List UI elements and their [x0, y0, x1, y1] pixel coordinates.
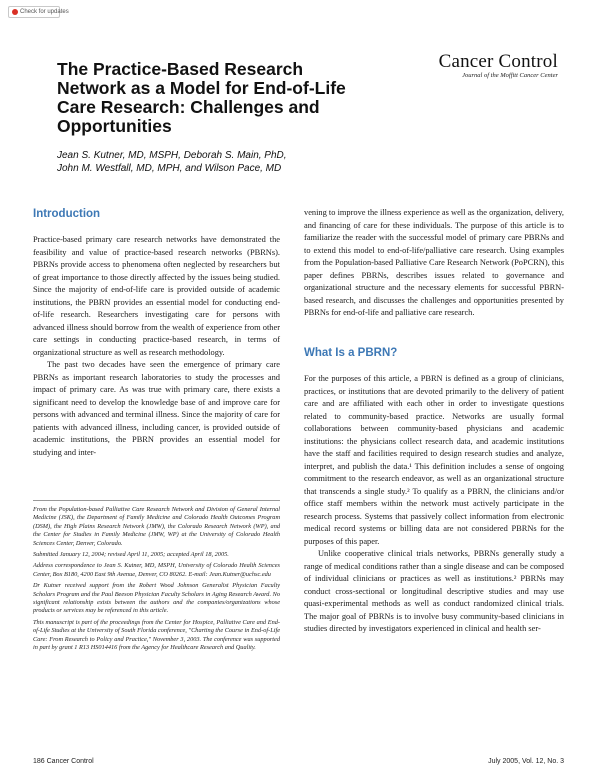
article-title: The Practice-Based Research Network as a Model for End-of-Life Care Research: Challenges and Opportunities [57, 59, 346, 136]
check-for-updates-badge[interactable] [8, 6, 69, 18]
footer-issue-date: July 2005, Vol. 12, No. 3 [488, 758, 564, 765]
body-paragraph: vening to improve the illness experience as well as the organization, delivery, and financing of care for these individuals. The purpose of this article is to familiarize the reader with the successful model of primary care PBRNs and to extend this model to end-of-life/palliative care research. Using examples from the Population-based Palliative Care Research Network (PoPCRN), this paper defines PBRNs, describes issues related to governance and organizational structure and the necessary elements for successful PBRN-based research, and discusses the challenges and opportunities presented by PBRNs for end-of-life and palliative care research. [304, 208, 564, 317]
body-paragraph: Unlike cooperative clinical trials networks, PBRNs generally study a range of medical conditions rather than a single disease and can be composed of individual clinicians or practices as well as institutions.² PBRNs may conduct cross-sectional or longitudinal descriptive studies and may use quasi-experimental methods as well as conduct randomized clinical trials. The major goal of PBRNs is to involve busy community-based clinicians in studies directed by investigators experienced in clinical and health ser- [304, 549, 564, 633]
proceedings-note: This manuscript is part of the proceedings from the Center for Hospice, Palliative Care and End-of-Life Studies at the University of South Florida conference, "Charting the Course in End-of-Life Care: From Research to Policy and Practice," November 3, 2003. The conference was supported in part by grant 1 R13 HS014416 from the Agency for Healthcare Research and Quality. [33, 618, 280, 652]
check-for-updates-label: Check for updates [20, 9, 69, 15]
pbrn-section [304, 346, 564, 636]
left-column [33, 207, 280, 459]
funding-note: Dr Kutner received support from the Robert Wood Johnson Generalist Physician Faculty Scholars Program and the Paul Beeson Physician Faculty Scholars in Aging Research Award. No significant relationship exists between the authors and the companies/organizations whose products or services may be referenced in this article. [33, 582, 280, 615]
submission-note: Submitted January 12, 2004; revised April 11, 2005; accepted April 18, 2005. [33, 551, 229, 559]
journal-name: Cancer Control [438, 51, 558, 72]
author-line: John M. Westfall, MD, MPH, and Wilson Pace, MD [57, 162, 282, 174]
crossmark-icon [12, 9, 18, 15]
author-list [57, 150, 387, 175]
body-paragraph: For the purposes of this article, a PBRN is defined as a group of clinicians, practices, or institutions that are devoted primarily to the delivery of patient care and are affiliated with each other in order to investigate questions related to community-based practice. Networks are usually formal collaborations between community-based physicians and academic institutions: the physicians collect research data, and academic institutions have the staff and facilities required to design research studies and analyze, interpret, and publish the data.¹ This definition includes a sense of ongoing commitment to the research endeavor, as well as an organizational structure that transcends a single study.² To qualify as a PBRN, the clinicians and/or office staff members within the network must actively participate in the research process. Systems that passively collect information from electronic medical record systems or billing data are not considered PBRNs for the purposes of this paper. [304, 374, 564, 546]
author-notes [33, 506, 280, 656]
journal-subtitle: Journal of the Moffitt Cancer Center [462, 72, 558, 79]
author-line: Jean S. Kutner, MD, MSPH, Deborah S. Main, PhD, [57, 150, 287, 161]
section-heading-what-is-pbrn: What Is a PBRN? [304, 347, 398, 359]
section-heading-introduction: Introduction [33, 208, 101, 220]
right-column [304, 207, 564, 320]
footer-page-journal: 186 Cancer Control [33, 758, 94, 765]
journal-masthead [439, 52, 558, 79]
body-paragraph: The past two decades have seen the emergence of primary care PBRNs as important research laboratories to study the processes and impact of primary care. As was true with primary care, there exists a significant need to develop the knowledge base of and improve care for persons with advanced and terminal illness. Since the majority of care for patients with advanced illness, including cancer, is provided outside of academic institutions, the PBRN provides an essential model for studying and inter- [33, 360, 280, 457]
affiliation-note: From the Population-based Palliative Care Research Network and Division of General Internal Medicine (JSK), the Department of Family Medicine and Colorado Health Outcomes Program (DSM), the High Plains Research Network (JMW), the Colorado Research Network (WP), and the Center for Studies in Family Medicine (JMW, WP) at the University of Colorado Health Sciences Center, Denver, Colorado. [33, 506, 280, 547]
body-paragraph: Practice-based primary care research networks have demonstrated the feasibility and value of practice-based research networks (PBRNs). PBRNs provide access to phenomena often neglected by researchers but of great importance to those directly affected by the issues being studied. Since the majority of end-of-life care is provided outside of academic institutions, the PBRN provides an essential model for conducting end-of-life research. Researchers investigating care for persons with advanced illness should borrow from the wealth of experience from other care settings in conducting practice-based research, in terms of organizational structure as well as research methodology. [33, 235, 280, 357]
footnote-divider [33, 500, 280, 501]
correspondence-note: Address correspondence to Jean S. Kutner, MD, MSPH, University of Colorado Health Sciences Center, Box B180, 4200 East 9th Avenue, Denver, CO 80262. E-mail: Jean.Kutner@uchsc.edu [33, 562, 280, 578]
